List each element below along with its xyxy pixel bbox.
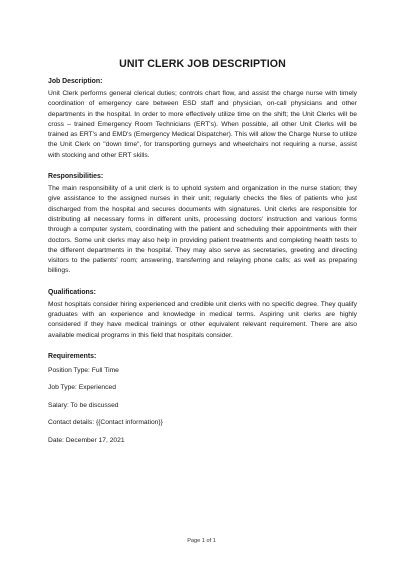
section-responsibilities bbox=[48, 173, 357, 277]
section-body: The main responsibility of a unit clerk is to uphold system and organization in the nurse station; they give assistance to the assigned nurses in their unit; regularly checks the files of patients who just discharged from the hospital and secures documents with signatures. Unit clerks are responsible for distributing all necessary forms in different units, processing doctors' instruction and various forms through a computer system, coordinating with the patient and scheduling their appointments with their doctors. Some unit clerks may also help in providing patient treatments and completing health tests to the different departments in the hospital. They may also serve as secretaries, greeting and directing visitors to the patients' room; answering, transferring and relaying phone calls; as well as preparing billings. bbox=[48, 185, 357, 275]
section-requirements bbox=[48, 353, 357, 446]
requirement-salary: Salary: To be discussed bbox=[48, 401, 119, 409]
document-title: UNIT CLERK JOB DESCRIPTION bbox=[119, 58, 286, 70]
section-heading: Qualifications: bbox=[48, 288, 96, 296]
section-heading: Responsibilities: bbox=[48, 173, 104, 181]
section-job-description bbox=[48, 78, 357, 161]
requirement-date: Date: December 17, 2021 bbox=[48, 436, 125, 444]
requirement-job-type: Job Type: Experienced bbox=[48, 384, 116, 392]
section-body: Most hospitals consider hiring experienced and credible unit clerks with no specific degree. They qualify graduates with an experience and knowledge in medical terms. Aspiring unit clerks are highly considered if they have medical trainings or other equivalent relevant requirement. There are also available medical programs in this field that hospitals consider. bbox=[48, 300, 357, 339]
section-body: Unit Clerk performs general clerical duties; controls chart flow, and assist the charge nurse with timely coordination of emergency care between ESD staff and physician, on-call physicians and other departments in the hospital. In order to more effectively utilize time on the shift; the Unit Clerks will be cross – trained Emergency Room Technicians (ERT's). When possible, all other Unit Clerks will be trained as ERT's and EMD's (Emergency Medical Dispatcher). This will allow the Charge Nurse to utilize the Unit Clerk on "down time", for transporting gurneys and wheelchairs not requiring a nurse, assist with stocking and other ERT skills. bbox=[48, 90, 357, 159]
requirement-contact-details: Contact details: {{Contact information}} bbox=[48, 419, 163, 427]
requirements-list bbox=[48, 366, 357, 446]
page-footer: Page 1 of 1 bbox=[187, 538, 216, 544]
requirement-position-type: Position Type: Full Time bbox=[48, 366, 119, 374]
section-qualifications bbox=[48, 289, 357, 341]
section-heading: Requirements: bbox=[48, 352, 97, 360]
section-heading: Job Description: bbox=[48, 78, 103, 85]
